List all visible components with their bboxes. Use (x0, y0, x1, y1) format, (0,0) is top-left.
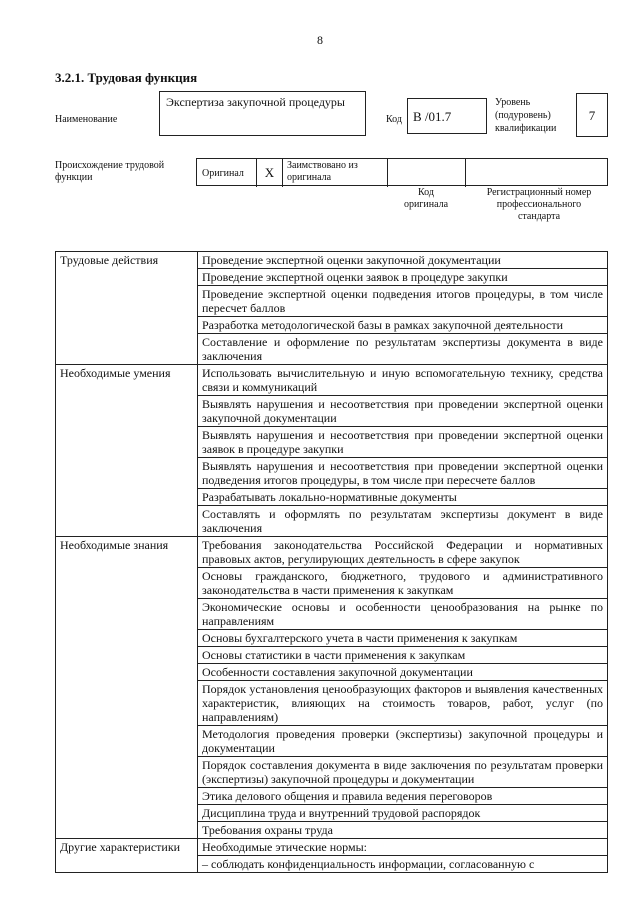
original-label: Оригинал (202, 168, 244, 179)
code-label: Код (386, 114, 402, 125)
item-cell: Основы гражданского, бюджетного, трудового и административного законодательства в части применения к закупкам (198, 568, 608, 599)
code-value: В /01.7 (413, 109, 452, 124)
original-mark-cell (257, 159, 283, 187)
origin-code-cell (388, 159, 466, 187)
item-cell: Экономические основы и особенности ценообразования на рынке по направлениям (198, 599, 608, 630)
origin-label-line: Происхождение трудовой (55, 160, 165, 171)
original-cell (197, 159, 257, 187)
origin-label (55, 160, 164, 184)
item-cell: Порядок установления ценообразующих факторов и выявления качественных характеристик, влияющих на стоимость товаров, работ, услуг (по направлениям) (198, 681, 608, 726)
origin-label-line: функции (55, 172, 93, 183)
function-name-box (159, 91, 366, 136)
page-number: 8 (317, 33, 323, 47)
section-title: 3.2.1. Трудовая функция (55, 70, 198, 85)
registration-number-cell (466, 159, 607, 187)
borrowed-label-line: Заимствовано из (287, 160, 358, 171)
item-cell: Составлять и оформлять по результатам экспертизы документ в виде заключения (198, 506, 608, 537)
item-cell: Основы бухгалтерского учета в части применения к закупкам (198, 630, 608, 647)
level-label-line: Уровень (495, 97, 531, 108)
item-cell: Требования законодательства Российской Федерации и нормативных правовых актов, регулирующих деятельность в сфере закупок (198, 537, 608, 568)
origin-code-caption-line: оригинала (403, 199, 449, 210)
item-cell: Порядок составления документа в виде заключения по результатам проверки (экспертизы) закупочной процедуры и документации (198, 757, 608, 788)
item-cell: Выявлять нарушения и несоответствия при проведении экспертной оценки закупочной документации (198, 396, 608, 427)
item-cell: Проведение экспертной оценки подведения итогов процедуры, в том числе пересчет баллов (198, 286, 608, 317)
category-cell: Трудовые действия (56, 252, 198, 365)
item-cell: Проведение экспертной оценки закупочной документации (198, 252, 608, 269)
category-cell: Необходимые знания (56, 537, 198, 839)
name-label: Наименование (55, 114, 118, 125)
item-cell: – соблюдать конфиденциальность информации, согласованную с (198, 856, 608, 873)
origin-code-caption-line: Код (418, 187, 434, 198)
origin-code-caption (387, 187, 465, 211)
original-mark: X (264, 165, 275, 180)
level-label (495, 96, 556, 135)
item-cell: Разрабатывать локально-нормативные документы (198, 489, 608, 506)
category-cell: Другие характеристики (56, 839, 198, 873)
registration-caption-line: стандарта (517, 211, 561, 222)
item-cell: Основы статистики в части применения к закупкам (198, 647, 608, 664)
item-cell: Этика делового общения и правила ведения переговоров (198, 788, 608, 805)
table-row (56, 839, 608, 856)
level-value: 7 (588, 108, 596, 123)
level-box (576, 93, 608, 137)
table-row (56, 252, 608, 269)
item-cell: Проведение экспертной оценки заявок в процедуре закупки (198, 269, 608, 286)
origin-row (196, 158, 608, 186)
item-cell: Методология проведения проверки (экспертизы) закупочной процедуры и документации (198, 726, 608, 757)
item-cell: Выявлять нарушения и несоответствия при проведении экспертной оценки заявок в процедуре закупки (198, 427, 608, 458)
item-cell: Особенности составления закупочной документации (198, 664, 608, 681)
item-cell: Требования охраны труда (198, 822, 608, 839)
borrowed-label-line: оригинала (287, 172, 332, 183)
function-name-value: Экспертиза закупочной процедуры (166, 95, 345, 109)
item-cell: Необходимые этические нормы: (198, 839, 608, 856)
level-label-line: квалификации (495, 123, 557, 134)
table-row (56, 537, 608, 568)
table-row (56, 365, 608, 396)
category-cell: Необходимые умения (56, 365, 198, 537)
item-cell: Использовать вычислительную и иную вспомогательную технику, средства связи и коммуникаций (198, 365, 608, 396)
level-label-line: (подуровень) (495, 110, 551, 121)
function-characteristics-table (55, 251, 608, 873)
item-cell: Выявлять нарушения и несоответствия при проведении экспертной оценки подведения итогов процедуры, в том числе при пересчете баллов (198, 458, 608, 489)
registration-number-caption (470, 187, 608, 223)
registration-caption-line: профессионального (496, 199, 582, 210)
item-cell: Разработка методологической базы в рамках закупочной деятельности (198, 317, 608, 334)
item-cell: Дисциплина труда и внутренний трудовой распорядок (198, 805, 608, 822)
borrowed-cell (283, 159, 388, 187)
registration-caption-line: Регистрационный номер (486, 187, 592, 198)
item-cell: Составление и оформление по результатам экспертизы документа в виде заключения (198, 334, 608, 365)
code-box (407, 98, 487, 134)
